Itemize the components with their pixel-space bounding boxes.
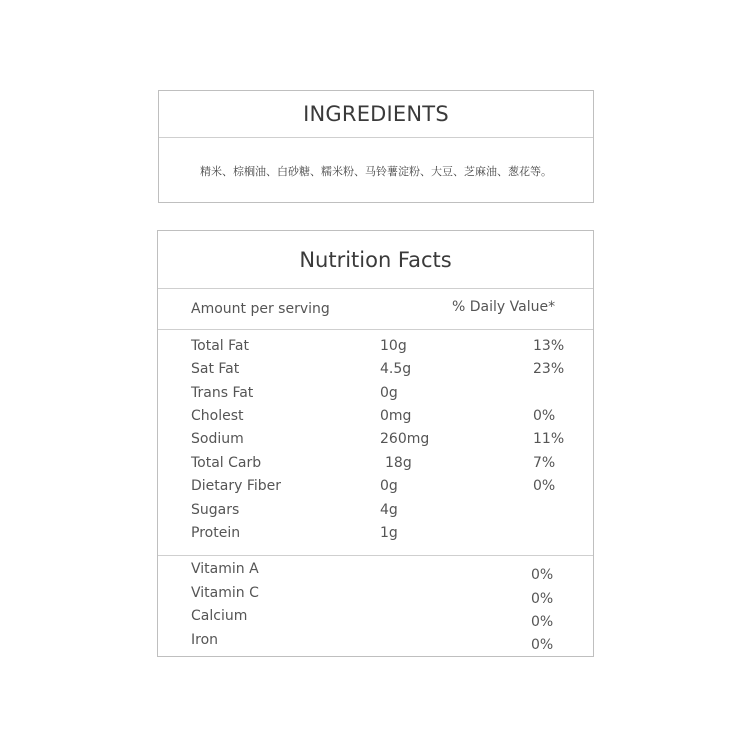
vitamin-dv: 0% — [531, 567, 554, 583]
nutrient-row — [158, 525, 593, 548]
nutrient-dv: 0% — [533, 408, 556, 424]
nutrient-row — [158, 431, 593, 454]
nutrient-name: Cholest — [191, 408, 244, 424]
nutrient-name: Sodium — [191, 431, 244, 447]
nutrient-dv: 11% — [533, 431, 565, 447]
nutrient-row — [158, 361, 593, 384]
nutrient-dv: 7% — [533, 455, 556, 471]
nutrient-name: Total Carb — [191, 455, 262, 471]
nutrient-amount: 260mg — [380, 431, 430, 447]
nutrient-row — [158, 408, 593, 431]
ingredients-title: INGREDIENTS — [159, 91, 593, 138]
vitamin-dv: 0% — [531, 591, 554, 607]
nutrient-rows — [158, 330, 593, 556]
nutrient-row — [158, 338, 593, 361]
nutrient-amount: 4.5g — [380, 361, 412, 377]
vitamin-name: Calcium — [191, 608, 248, 624]
nutrient-dv: 13% — [533, 338, 565, 354]
nutrient-name: Sat Fat — [191, 361, 240, 377]
nutrient-amount: 18g — [385, 455, 412, 471]
nutrient-name: Dietary Fiber — [191, 478, 282, 494]
nutrition-facts-panel — [157, 230, 594, 657]
vitamin-dv: 0% — [531, 614, 554, 630]
nutrient-row — [158, 385, 593, 408]
vitamin-name: Vitamin C — [191, 585, 259, 601]
nutrition-header — [158, 289, 593, 330]
nutrient-amount: 1g — [380, 525, 398, 541]
nutrient-amount: 4g — [380, 502, 398, 518]
amount-per-serving-label: Amount per serving — [191, 301, 330, 317]
nutrient-name: Sugars — [191, 502, 240, 518]
nutrient-amount: 10g — [380, 338, 407, 354]
nutrient-name: Total Fat — [191, 338, 249, 354]
nutrient-row — [158, 502, 593, 525]
nutrient-amount: 0g — [380, 478, 398, 494]
nutrient-dv: 0% — [533, 478, 556, 494]
ingredients-text: 精米、棕榈油、白砂糖、糯米粉、马铃薯淀粉、大豆、芝麻油、葱花等。 — [200, 165, 552, 178]
vitamin-name: Vitamin A — [191, 561, 259, 577]
nutrient-row — [158, 478, 593, 501]
nutrient-name: Trans Fat — [191, 385, 254, 401]
ingredients-panel — [158, 90, 594, 203]
vitamin-rows — [158, 556, 593, 656]
nutrient-row — [158, 455, 593, 478]
nutrient-amount: 0mg — [380, 408, 412, 424]
vitamin-name: Iron — [191, 632, 219, 648]
nutrient-name: Protein — [191, 525, 241, 541]
vitamin-dv: 0% — [531, 637, 554, 653]
nutrition-title: Nutrition Facts — [158, 231, 593, 289]
nutrient-dv: 23% — [533, 361, 565, 377]
nutrient-amount: 0g — [380, 385, 398, 401]
daily-value-label: % Daily Value* — [452, 299, 556, 315]
